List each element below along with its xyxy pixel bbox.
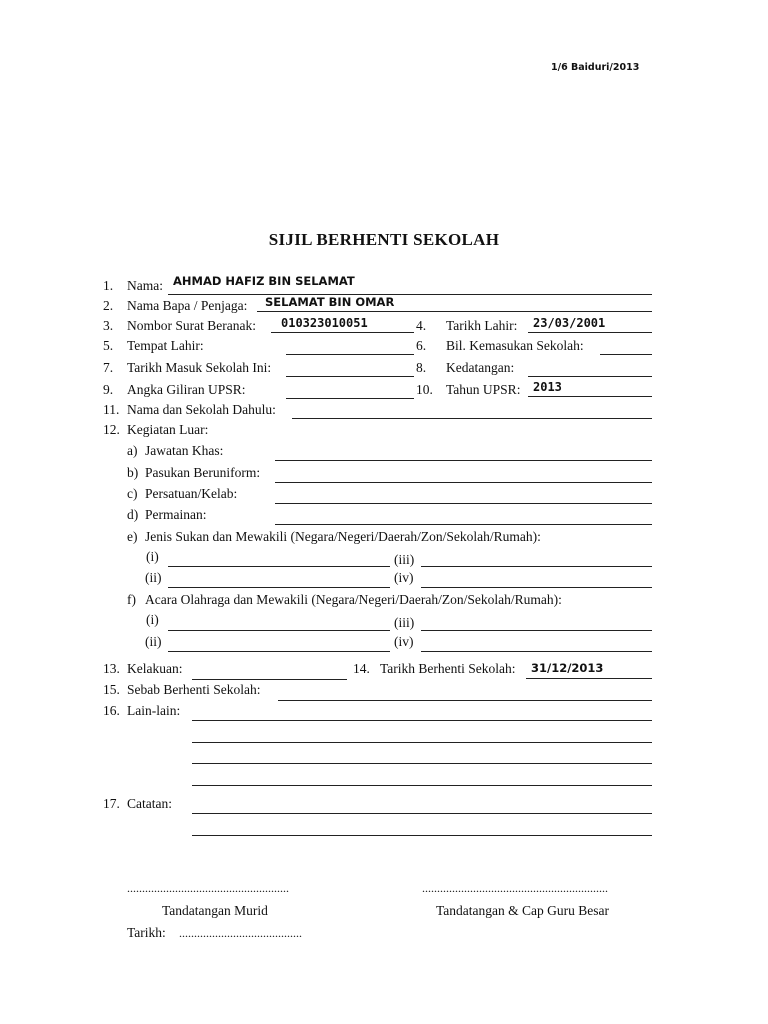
sub-letter: b): [127, 465, 139, 480]
item-number: 9.: [103, 382, 114, 397]
olahraga-line-i: [168, 630, 390, 631]
bapa-value[interactable]: SELAMAT BIN OMAR: [265, 295, 395, 309]
signature-guru-label: Tandatangan & Cap Guru Besar: [436, 903, 610, 918]
dahulu-label: Nama dan Sekolah Dahulu:: [127, 402, 276, 417]
jawatan-line: [275, 460, 652, 461]
tahun-value[interactable]: 2013: [533, 380, 562, 394]
lahir-line: [528, 332, 652, 333]
item-number: 10.: [416, 382, 433, 397]
kegiatan-label: Kegiatan Luar:: [127, 422, 209, 437]
surat-label: Nombor Surat Beranak:: [127, 318, 256, 333]
lain-line-1: [192, 720, 652, 721]
berhenti-line: [526, 678, 652, 679]
item-number: 5.: [103, 338, 114, 353]
roman-label: (ii): [145, 570, 162, 585]
kedatangan-line: [528, 376, 652, 377]
lain-label: Lain-lain:: [127, 703, 181, 718]
surat-value[interactable]: 010323010051: [281, 316, 368, 330]
item-number: 1.: [103, 278, 114, 293]
bapa-label: Nama Bapa / Penjaga:: [127, 298, 248, 313]
surat-line: [271, 332, 414, 333]
sukan-line-ii: [168, 587, 390, 588]
signature-dots-murid: ......................................................: [127, 881, 289, 895]
sub-letter: e): [127, 529, 138, 544]
upsr-label: Angka Giliran UPSR:: [127, 382, 246, 397]
roman-label: (iii): [394, 552, 415, 567]
document-reference: 1/6 Baiduri/2013: [551, 62, 640, 73]
nama-value[interactable]: AHMAD HAFIZ BIN SELAMAT: [173, 274, 355, 288]
persatuan-line: [275, 503, 652, 504]
sub-letter: c): [127, 486, 138, 501]
roman-label: (iv): [394, 570, 414, 585]
catatan-line-1: [192, 813, 652, 814]
item-number: 8.: [416, 360, 427, 375]
item-number: 3.: [103, 318, 114, 333]
sub-letter: d): [127, 507, 139, 522]
kedatangan-label: Kedatangan:: [446, 360, 515, 375]
page-title: SIJIL BERHENTI SEKOLAH: [268, 230, 500, 249]
lain-line-3: [192, 763, 652, 764]
item-number: 6.: [416, 338, 427, 353]
roman-label: (iv): [394, 634, 414, 649]
sub-letter: a): [127, 443, 138, 458]
olahraga-line-iii: [421, 630, 652, 631]
permainan-line: [275, 524, 652, 525]
catatan-line-2: [192, 835, 652, 836]
masuk-label: Tarikh Masuk Sekolah Ini:: [127, 360, 272, 375]
lain-line-4: [192, 785, 652, 786]
roman-label: (iii): [394, 615, 415, 630]
olahraga-line-iv: [421, 651, 652, 652]
tempat-line: [286, 354, 414, 355]
item-number: 14.: [353, 661, 370, 676]
tarikh-dots: .........................................: [179, 926, 302, 940]
roman-label: (i): [146, 549, 159, 564]
lain-line-2: [192, 742, 652, 743]
jawatan-label: Jawatan Khas:: [145, 443, 224, 458]
berhenti-value[interactable]: 31/12/2013: [531, 661, 604, 675]
persatuan-label: Persatuan/Kelab:: [145, 486, 238, 501]
item-number: 15.: [103, 682, 120, 697]
bil-line: [600, 354, 652, 355]
upsr-line: [286, 398, 414, 399]
olahraga-line-ii: [168, 651, 390, 652]
roman-label: (i): [146, 612, 159, 627]
masuk-line: [286, 376, 414, 377]
item-number: 7.: [103, 360, 114, 375]
nama-label: Nama:: [127, 278, 163, 293]
catatan-label: Catatan:: [127, 796, 172, 811]
bil-label: Bil. Kemasukan Sekolah:: [446, 338, 584, 353]
kelakuan-line: [192, 679, 347, 680]
signature-dots-guru: ..............................................................: [422, 881, 608, 895]
bapa-line: [257, 311, 652, 312]
kelakuan-label: Kelakuan:: [127, 661, 183, 676]
item-number: 13.: [103, 661, 120, 676]
pasukan-line: [275, 482, 652, 483]
permainan-label: Permainan:: [145, 507, 207, 522]
item-number: 16.: [103, 703, 120, 718]
item-number: 17.: [103, 796, 120, 811]
sebab-label: Sebab Berhenti Sekolah:: [127, 682, 261, 697]
sukan-line-i: [168, 566, 390, 567]
item-number: 2.: [103, 298, 114, 313]
sebab-line: [278, 700, 652, 701]
nama-line: [168, 294, 652, 295]
lahir-value[interactable]: 23/03/2001: [533, 316, 606, 330]
item-number: 12.: [103, 422, 120, 437]
tahun-line: [528, 396, 652, 397]
sukan-line-iii: [421, 566, 652, 567]
signature-murid-label: Tandatangan Murid: [162, 903, 268, 918]
roman-label: (ii): [145, 634, 162, 649]
sub-letter: f): [127, 592, 136, 607]
item-number: 4.: [416, 318, 427, 333]
tempat-label: Tempat Lahir:: [127, 338, 204, 353]
tahun-label: Tahun UPSR:: [446, 382, 521, 397]
berhenti-label: Tarikh Berhenti Sekolah:: [380, 661, 516, 676]
sukan-label: Jenis Sukan dan Mewakili (Negara/Negeri/Daerah/Zon/Sekolah/Rumah):: [145, 529, 541, 544]
pasukan-label: Pasukan Beruniform:: [145, 465, 261, 480]
dahulu-line: [292, 418, 652, 419]
item-number: 11.: [103, 402, 120, 417]
sukan-line-iv: [421, 587, 652, 588]
tarikh-label: Tarikh:: [127, 925, 166, 940]
lahir-label: Tarikh Lahir:: [446, 318, 518, 333]
olahraga-label: Acara Olahraga dan Mewakili (Negara/Negeri/Daerah/Zon/Sekolah/Rumah):: [145, 592, 562, 607]
